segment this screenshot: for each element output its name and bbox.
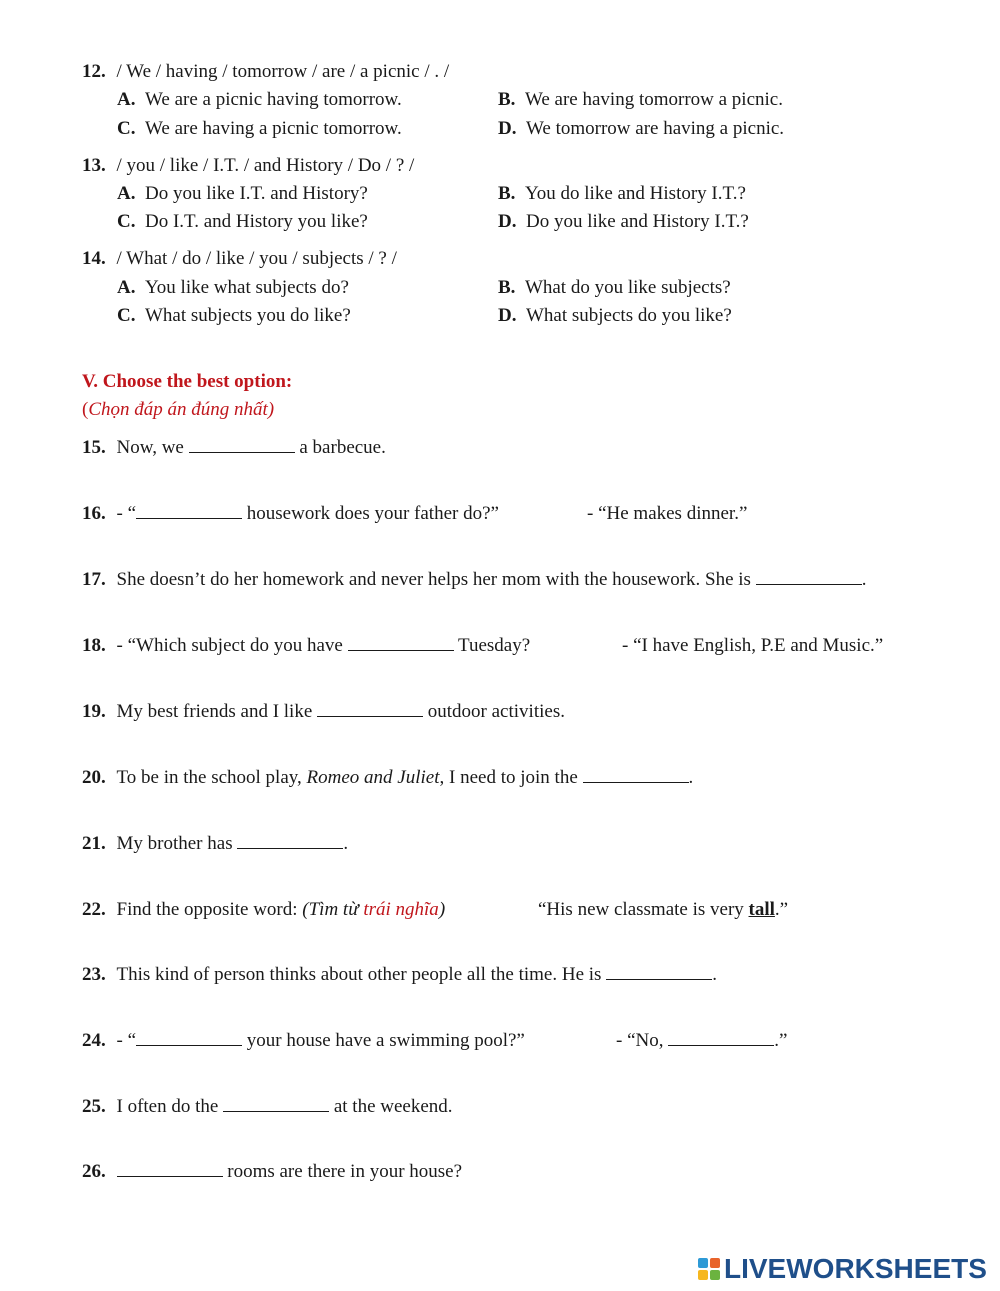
- answer-blank[interactable]: [756, 568, 862, 585]
- play-title: Romeo and Juliet: [306, 767, 440, 788]
- answer-blank[interactable]: [606, 963, 712, 980]
- question-20: 20. To be in the school play, Romeo and Juliet, I need to join the .: [82, 767, 694, 788]
- question-18: 18. - “Which subject do you have Tuesday?: [82, 635, 531, 656]
- answer-blank[interactable]: [136, 502, 242, 519]
- question-number: 14.: [82, 248, 106, 269]
- answer-blank[interactable]: [136, 1029, 242, 1046]
- section-subtitle: (Chọn đáp án đúng nhất): [82, 399, 275, 420]
- question-prompt: / you / like / I.T. / and History / Do / ? /: [116, 155, 415, 176]
- question-25: 25. I often do the at the weekend.: [82, 1096, 453, 1117]
- answer-blank[interactable]: [189, 436, 295, 453]
- option-d[interactable]: D. What subjects do you like?: [498, 305, 732, 326]
- question-23: 23. This kind of person thinks about other people all the time. He is .: [82, 964, 717, 985]
- option-d[interactable]: D. We tomorrow are having a picnic.: [498, 118, 785, 139]
- question-24: 24. - “ your house have a swimming pool?”: [82, 1030, 525, 1051]
- question-19: 19. My best friends and I like outdoor activities.: [82, 701, 565, 722]
- question-number: 12.: [82, 61, 106, 82]
- option-b[interactable]: B. We are having tomorrow a picnic.: [498, 89, 783, 110]
- answer-blank[interactable]: [348, 634, 454, 651]
- target-word: tall: [748, 899, 775, 920]
- option-c[interactable]: C. What subjects you do like?: [117, 305, 351, 326]
- option-a[interactable]: A. Do you like I.T. and History?: [117, 183, 368, 204]
- option-c[interactable]: C. Do I.T. and History you like?: [117, 211, 368, 232]
- question-13: [82, 154, 414, 178]
- question-16: 16. - “ housework does your father do?”: [82, 503, 499, 524]
- section-title: V. Choose the best option:: [82, 371, 293, 392]
- logo-squares-icon: [698, 1258, 720, 1280]
- option-a[interactable]: A. We are a picnic having tomorrow.: [117, 89, 402, 110]
- option-b[interactable]: B. What do you like subjects?: [498, 277, 731, 298]
- option-c[interactable]: C. We are having a picnic tomorrow.: [117, 118, 402, 139]
- answer-blank[interactable]: [223, 1095, 329, 1112]
- dialogue-answer: - “He makes dinner.”: [587, 503, 748, 524]
- logo-text: LIVEWORKSHEETS: [724, 1253, 987, 1284]
- answer-blank[interactable]: [237, 832, 343, 849]
- hint-keyword: trái nghĩa: [363, 899, 439, 920]
- liveworksheets-logo[interactable]: [698, 1254, 987, 1284]
- question-prompt: / We / having / tomorrow / are / a picnic / . /: [116, 61, 450, 82]
- question-14: [82, 247, 397, 271]
- question-26: 26. rooms are there in your house?: [82, 1161, 463, 1182]
- option-a[interactable]: A. You like what subjects do?: [117, 277, 349, 298]
- question-21: 21. My brother has .: [82, 833, 349, 854]
- option-b[interactable]: B. You do like and History I.T.?: [498, 183, 746, 204]
- question-22: 22. Find the opposite word: (Tìm từ trái nghĩa): [82, 899, 446, 920]
- answer-blank[interactable]: [117, 1160, 223, 1177]
- answer-blank[interactable]: [317, 700, 423, 717]
- dialogue-answer: - “I have English, P.E and Music.”: [622, 635, 884, 656]
- dialogue-answer: - “No, .”: [616, 1030, 788, 1051]
- question-number: 13.: [82, 155, 106, 176]
- option-d[interactable]: D. Do you like and History I.T.?: [498, 211, 749, 232]
- answer-blank[interactable]: [668, 1029, 774, 1046]
- answer-blank[interactable]: [583, 766, 689, 783]
- question-12: [82, 60, 449, 84]
- quote-sentence: “His new classmate is very tall.”: [538, 899, 789, 920]
- question-17: 17. She doesn’t do her homework and never helps her mom with the housework. She is .: [82, 569, 867, 590]
- question-prompt: / What / do / like / you / subjects / ? /: [116, 248, 397, 269]
- question-15: 15. Now, we a barbecue.: [82, 437, 386, 458]
